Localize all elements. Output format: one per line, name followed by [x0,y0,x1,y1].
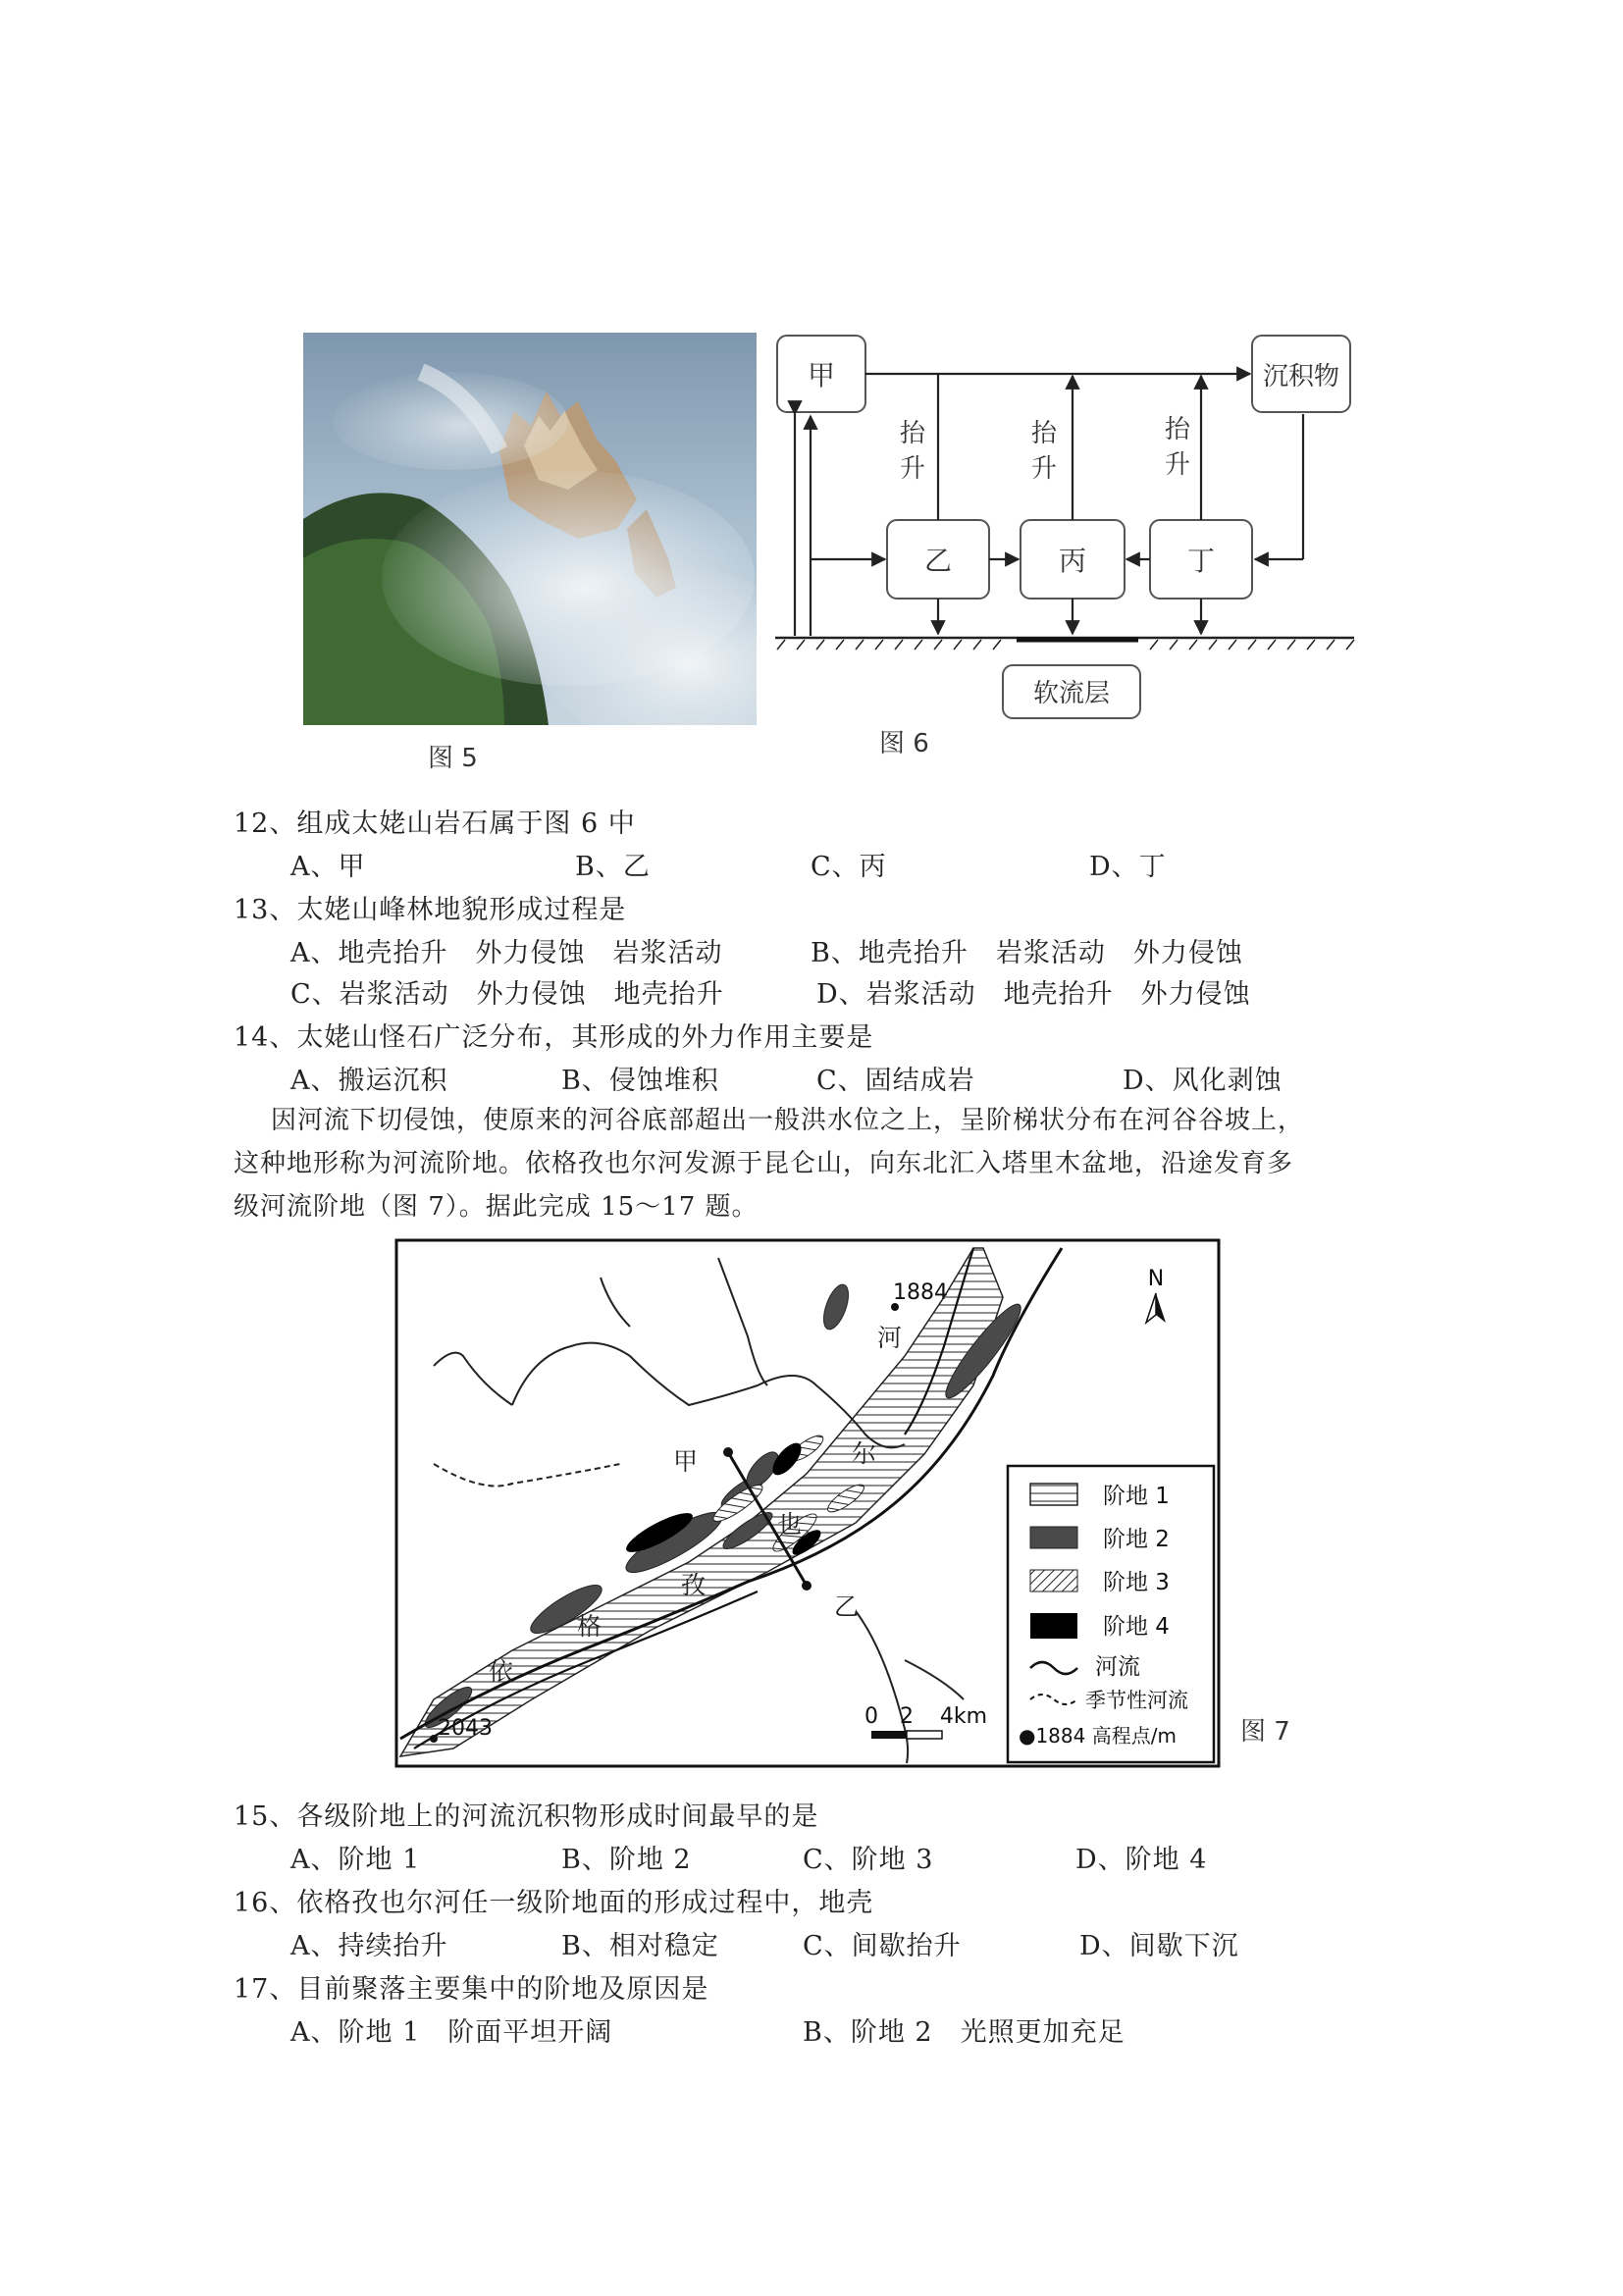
elevation-label-2043: 2043 [438,1716,493,1741]
question-16-option-d: D、间歇下沉 [1079,1931,1239,1961]
mountain-sea-of-clouds-image [303,333,757,725]
passage-line-3: 级河流阶地（图 7）。据此完成 15～17 题。 [234,1192,759,1222]
label-jia: 甲 [807,359,836,391]
river-char-4: 也 [777,1510,803,1539]
question-17-option-a: A、阶地 1 阶面平坦开阔 [290,2017,613,2048]
legend-label-river: 河流 [1095,1654,1140,1680]
legend-swatch-terrace-3 [1030,1570,1077,1592]
question-17-option-b: B、阶地 2 光照更加充足 [803,2017,1126,2048]
question-12-stem: 12、组成太姥山岩石属于图 6 中 [234,809,636,839]
question-15-option-b: B、阶地 2 [561,1845,692,1875]
passage-line-1: 因河流下切侵蚀，使原来的河谷底部超出一般洪水位之上，呈阶梯状分布在河谷谷坡上， [271,1106,1305,1135]
label-bing: 丙 [1058,545,1087,577]
question-14-option-a: A、搬运沉积 [290,1066,448,1096]
question-15-option-a: A、阶地 1 [290,1845,421,1875]
uplift-label-1-bottom: 升 [899,454,926,484]
question-13-stem: 13、太姥山峰林地貌形成过程是 [234,895,627,925]
question-12-option-a: A、甲 [290,852,366,882]
question-12-option-b: B、乙 [575,852,651,882]
label-asthenosphere: 软流层 [1032,679,1111,708]
legend-swatch-terrace-2 [1030,1527,1077,1548]
scale-label-4km: 4km [939,1704,988,1729]
legend-swatch-terrace-4 [1030,1613,1077,1639]
river-char-3: 孜 [681,1571,707,1599]
passage-line-2: 这种地形称为河流阶地。依格孜也尔河发源于昆仑山，向东北汇入塔里木盆地，沿途发育多 [234,1149,1294,1178]
scale-label-2: 2 [900,1704,914,1729]
question-13-option-d: D、岩浆活动 地壳抬升 外力侵蚀 [816,979,1251,1010]
figure5-caption: 图 5 [428,744,478,773]
legend-label-seasonal-river: 季节性河流 [1085,1689,1188,1712]
question-13-option-a: A、地壳抬升 外力侵蚀 岩浆活动 [290,938,723,968]
river-char-1: 依 [489,1657,514,1686]
label-yi: 乙 [923,545,953,577]
question-15-option-d: D、阶地 4 [1075,1845,1208,1875]
point-label-yi: 乙 [834,1592,860,1621]
uplift-label-2-top: 抬 [1030,419,1058,448]
elevation-point-2043 [430,1735,438,1743]
uplift-label-3-bottom: 升 [1164,450,1191,480]
river-char-2: 格 [577,1612,602,1641]
question-12-option-d: D、丁 [1089,852,1167,882]
uplift-label-2-bottom: 升 [1030,454,1058,484]
label-sediment: 沉积物 [1262,362,1340,391]
question-14-stem: 14、太姥山怪石广泛分布，其形成的外力作用主要是 [234,1022,874,1053]
legend-label-terrace-1: 阶地 1 [1103,1484,1170,1509]
uplift-label-1-top: 抬 [899,419,926,448]
question-14-option-c: C、固结成岩 [816,1066,975,1096]
question-14-option-d: D、风化剥蚀 [1123,1066,1283,1096]
map-legend [1008,1466,1214,1762]
label-ding: 丁 [1186,545,1216,577]
figure7-caption: 图 7 [1240,1717,1290,1747]
question-17-stem: 17、目前聚落主要集中的阶地及原因是 [234,1974,709,2005]
legend-label-terrace-2: 阶地 2 [1103,1527,1170,1552]
question-12-option-c: C、丙 [811,852,887,882]
point-label-jia: 甲 [673,1447,699,1476]
legend-swatch-terrace-1 [1030,1484,1077,1505]
question-16-option-a: A、持续抬升 [290,1931,448,1961]
passage [234,1099,1401,1228]
question-16-option-c: C、间歇抬升 [803,1931,962,1961]
question-16-stem: 16、依格孜也尔河任一级阶地面的形成过程中，地壳 [234,1888,874,1918]
question-15-option-c: C、阶地 3 [803,1845,934,1875]
legend-label-terrace-4: 阶地 4 [1103,1614,1170,1640]
question-16-option-b: B、相对稳定 [561,1931,719,1961]
figure6-rock-cycle-diagram [765,324,1374,756]
question-15-stem: 15、各级阶地上的河流沉积物形成时间最早的是 [234,1801,819,1832]
elevation-label-1884: 1884 [893,1280,948,1305]
uplift-label-3-top: 抬 [1164,415,1191,444]
question-13-option-b: B、地壳抬升 岩浆活动 外力侵蚀 [811,938,1243,968]
river-char-6: 河 [877,1324,903,1352]
north-label: N [1147,1267,1165,1291]
figure5-photo [303,333,757,725]
figure6-caption: 图 6 [879,729,929,758]
question-13-option-c: C、岩浆活动 外力侵蚀 地壳抬升 [290,979,724,1010]
legend-label-terrace-3: 阶地 3 [1103,1570,1170,1595]
figure7-river-terrace-map [394,1238,1303,1772]
river-char-5: 尔 [852,1439,877,1468]
legend-label-elevation: ●1884 高程点/m [1019,1724,1177,1748]
scale-label-0: 0 [864,1704,878,1729]
question-14-option-b: B、侵蚀堆积 [561,1066,719,1096]
